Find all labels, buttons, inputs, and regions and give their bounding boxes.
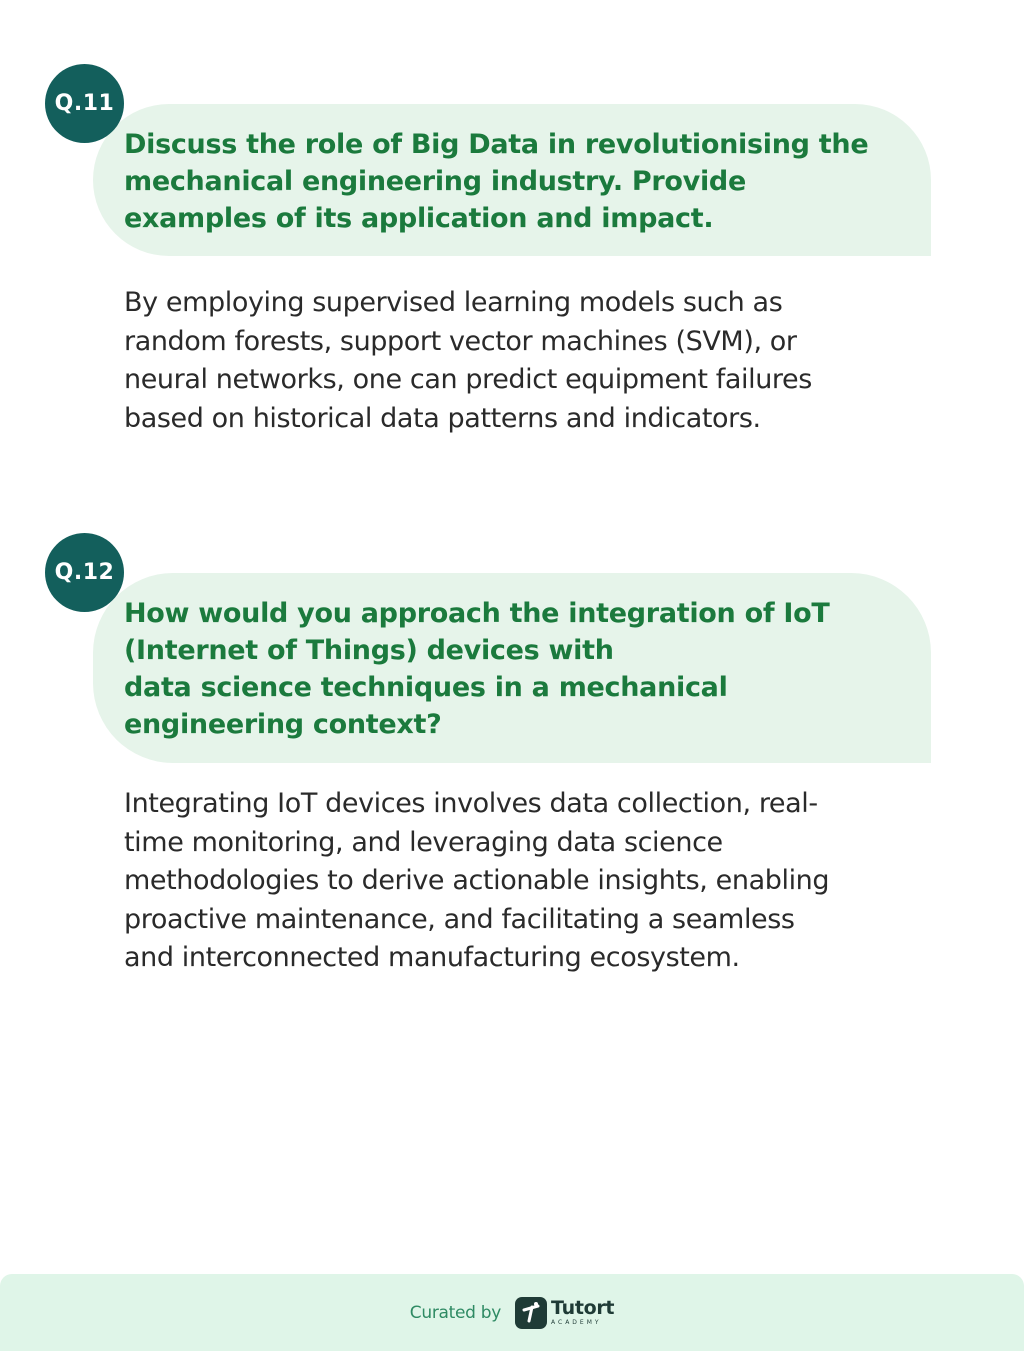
answer-line: time monitoring, and leveraging data science — [124, 826, 723, 858]
tutort-logo-icon — [515, 1297, 547, 1329]
question-line: data science techniques in a mechanical — [124, 672, 728, 703]
logo-subtitle: ACADEMY — [551, 1319, 602, 1326]
answer-text — [124, 284, 924, 438]
logo-name: Tutort — [551, 1297, 615, 1319]
answer-line: random forests, support vector machines (SVM), or — [124, 325, 797, 357]
question-number-badge: Q.11 — [45, 64, 124, 143]
curated-by-label: Curated by — [409, 1302, 502, 1323]
answer-line: methodologies to derive actionable insights, enabling — [124, 865, 830, 896]
question-text — [124, 595, 914, 743]
question-line: examples of its application and impact. — [124, 203, 714, 234]
question-text — [124, 126, 914, 237]
question-number-badge: Q.12 — [45, 533, 124, 612]
tutort-logo — [551, 1299, 614, 1326]
answer-text — [124, 785, 924, 978]
question-line: (Internet of Things) devices with — [124, 635, 614, 666]
answer-line: proactive maintenance, and facilitating a seamless — [124, 903, 795, 935]
answer-line: By employing supervised learning models such as — [124, 287, 783, 318]
tutort-figure-icon — [520, 1301, 542, 1325]
footer — [0, 1274, 1024, 1351]
question-line: mechanical engineering industry. Provide — [124, 166, 746, 197]
answer-line: and interconnected manufacturing ecosystem. — [124, 942, 740, 973]
question-line: Discuss the role of Big Data in revolutionising the — [124, 129, 869, 160]
question-line: engineering context? — [124, 709, 442, 740]
answer-line: neural networks, one can predict equipment failures — [124, 364, 812, 395]
answer-line: Integrating IoT devices involves data collection, real- — [124, 788, 818, 819]
question-line: How would you approach the integration of IoT — [124, 598, 830, 629]
answer-line: based on historical data patterns and indicators. — [124, 402, 761, 434]
